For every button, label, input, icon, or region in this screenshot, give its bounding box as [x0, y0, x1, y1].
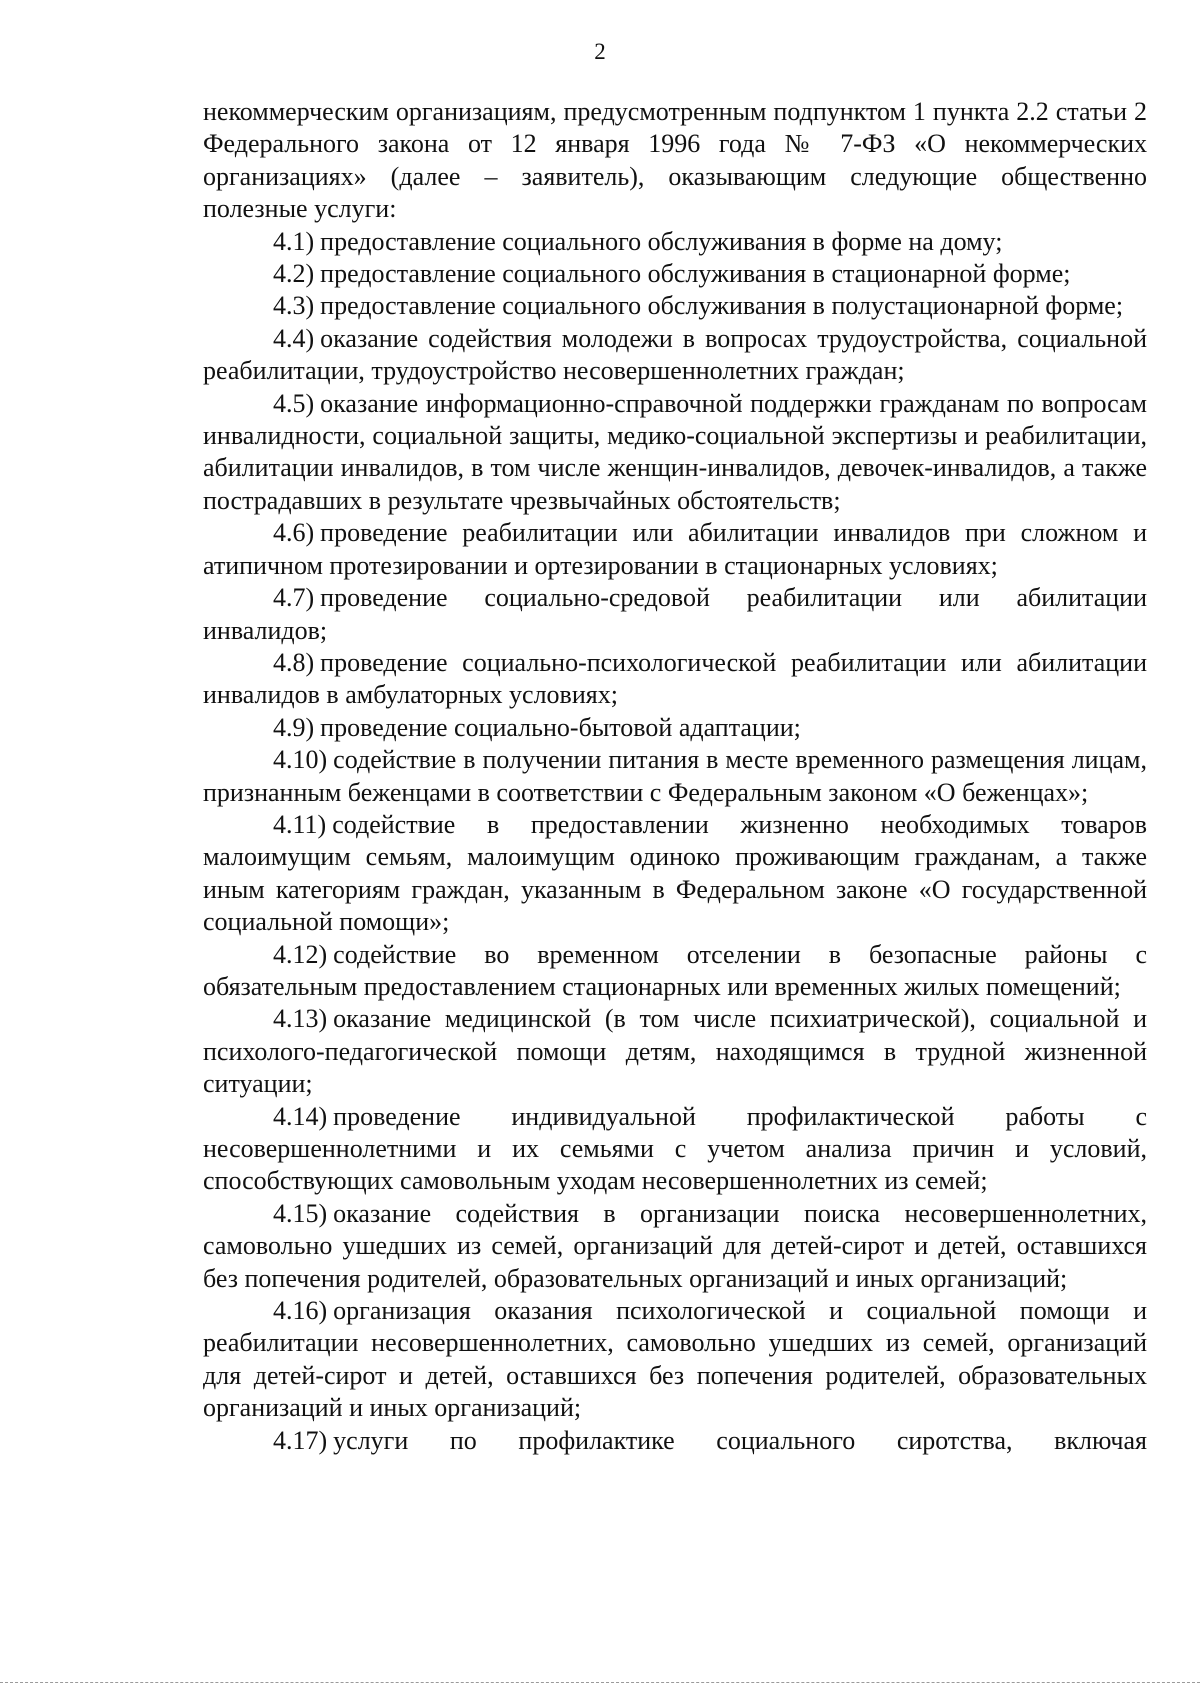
page-number: 2: [594, 39, 606, 64]
item-text: оказание информационно-справочной поддержки гражданам по вопросам инвалидности, социальной защиты, медико-социальной экспертизы и реабилитации, абилитации инвалидов, в том числе женщин-инвалидов, девочек-инвалидов, а также пострадавших в результате чрезвычайных обстоятельств;: [203, 388, 1147, 515]
item-number: 4.5): [273, 388, 315, 418]
list-item-4-9: [203, 712, 1147, 744]
item-text: проведение социально-психологической реабилитации или абилитации инвалидов в амбулаторных условиях;: [203, 647, 1147, 710]
list-item-4-14: [203, 1101, 1147, 1198]
list-item-4-3: [203, 290, 1147, 322]
item-text: оказание содействия молодежи в вопросах трудоустройства, социальной реабилитации, трудоустройство несовершеннолетних граждан;: [203, 323, 1147, 386]
item-number: 4.11): [273, 809, 327, 839]
list-item-4-11: [203, 809, 1147, 939]
list-item-4-16: [203, 1295, 1147, 1425]
item-text: проведение реабилитации или абилитации инвалидов при сложном и атипичном протезировании и ортезировании в стационарных условиях;: [203, 518, 1147, 580]
item-number: 4.7): [273, 583, 315, 613]
item-number: 4.15): [273, 1198, 328, 1228]
item-text: оказание содействия в организации поиска несовершеннолетних, самовольно ушедших из семей, организаций для детей-сирот и детей, оставшихся без попечения родителей, образовательных организаций и иных организаций;: [203, 1198, 1147, 1293]
item-number: 4.6): [273, 518, 315, 548]
item-text: услуги по профилактике социального сиротства, включая: [333, 1425, 1147, 1455]
item-text: проведение социально-бытовой адаптации;: [320, 712, 801, 742]
item-text: содействие в предоставлении жизненно необходимых товаров малоимущим семьям, малоимущим одиноко проживающим гражданам, а также иным категориям граждан, указанным в Федеральном законе «О государственной социальной помощи»;: [203, 809, 1147, 937]
bottom-scan-edge-divider: [0, 1682, 1200, 1683]
item-number: 4.10): [273, 745, 328, 775]
intro-paragraph: некоммерческим организациям, предусмотренным подпунктом 1 пункта 2.2 статьи 2 Федерального закона от 12 января 1996 года № 7-ФЗ «О некоммерческих организациях» (далее – заявитель), оказывающим следующие общественно полезные услуги:: [203, 97, 1147, 224]
item-text: предоставление социального обслуживания в полустационарной форме;: [320, 291, 1124, 321]
item-text: содействие в получении питания в месте временного размещения лицам, признанным беженцами в соответствии с Федеральным законом «О беженцах»;: [203, 745, 1147, 807]
item-text: предоставление социального обслуживания в форме на дому;: [320, 226, 1003, 256]
list-item-4-1: [203, 226, 1147, 258]
item-number: 4.13): [273, 1004, 328, 1034]
list-item-4-7: [203, 582, 1147, 647]
item-number: 4.1): [273, 226, 315, 256]
item-text: предоставление социального обслуживания в стационарной форме;: [320, 259, 1071, 289]
item-number: 4.8): [273, 647, 315, 677]
item-number: 4.16): [273, 1296, 328, 1326]
item-number: 4.12): [273, 939, 328, 969]
item-text: организация оказания психологической и социальной помощи и реабилитации несовершеннолетних, самовольно ушедших из семей, организаций для детей-сирот и детей, оставшихся без попечения родителей, образовательных организаций и иных организаций;: [203, 1296, 1147, 1423]
list-item-4-10: [203, 744, 1147, 809]
item-number: 4.14): [273, 1101, 328, 1131]
item-number: 4.9): [273, 712, 315, 742]
item-text: проведение социально-средовой реабилитации или абилитации инвалидов;: [203, 583, 1147, 645]
list-item-4-12: [203, 939, 1147, 1004]
item-text: содействие во временном отселении в безопасные районы с обязательным предоставлением стационарных или временных жилых помещений;: [203, 939, 1147, 1001]
list-item-4-13: [203, 1003, 1147, 1100]
item-text: оказание медицинской (в том числе психиатрической), социальной и психолого-педагогической помощи детям, находящимся в трудной жизненной ситуации;: [203, 1004, 1147, 1099]
item-number: 4.17): [273, 1425, 328, 1455]
list-item-4-8: [203, 647, 1147, 712]
list-item-4-17: [203, 1425, 1147, 1457]
item-number: 4.4): [273, 323, 315, 353]
list-item-4-15: [203, 1198, 1147, 1295]
list-item-4-2: [203, 258, 1147, 290]
document-body: [203, 96, 1147, 1457]
item-number: 4.2): [273, 259, 315, 289]
list-item-4-4: [203, 323, 1147, 388]
list-item-4-6: [203, 517, 1147, 582]
item-number: 4.3): [273, 291, 315, 321]
list-item-4-5: [203, 388, 1147, 518]
item-text: проведение индивидуальной профилактической работы с несовершеннолетними и их семьями с учетом анализа причин и условий, способствующих самовольным уходам несовершеннолетних из семей;: [203, 1101, 1147, 1196]
